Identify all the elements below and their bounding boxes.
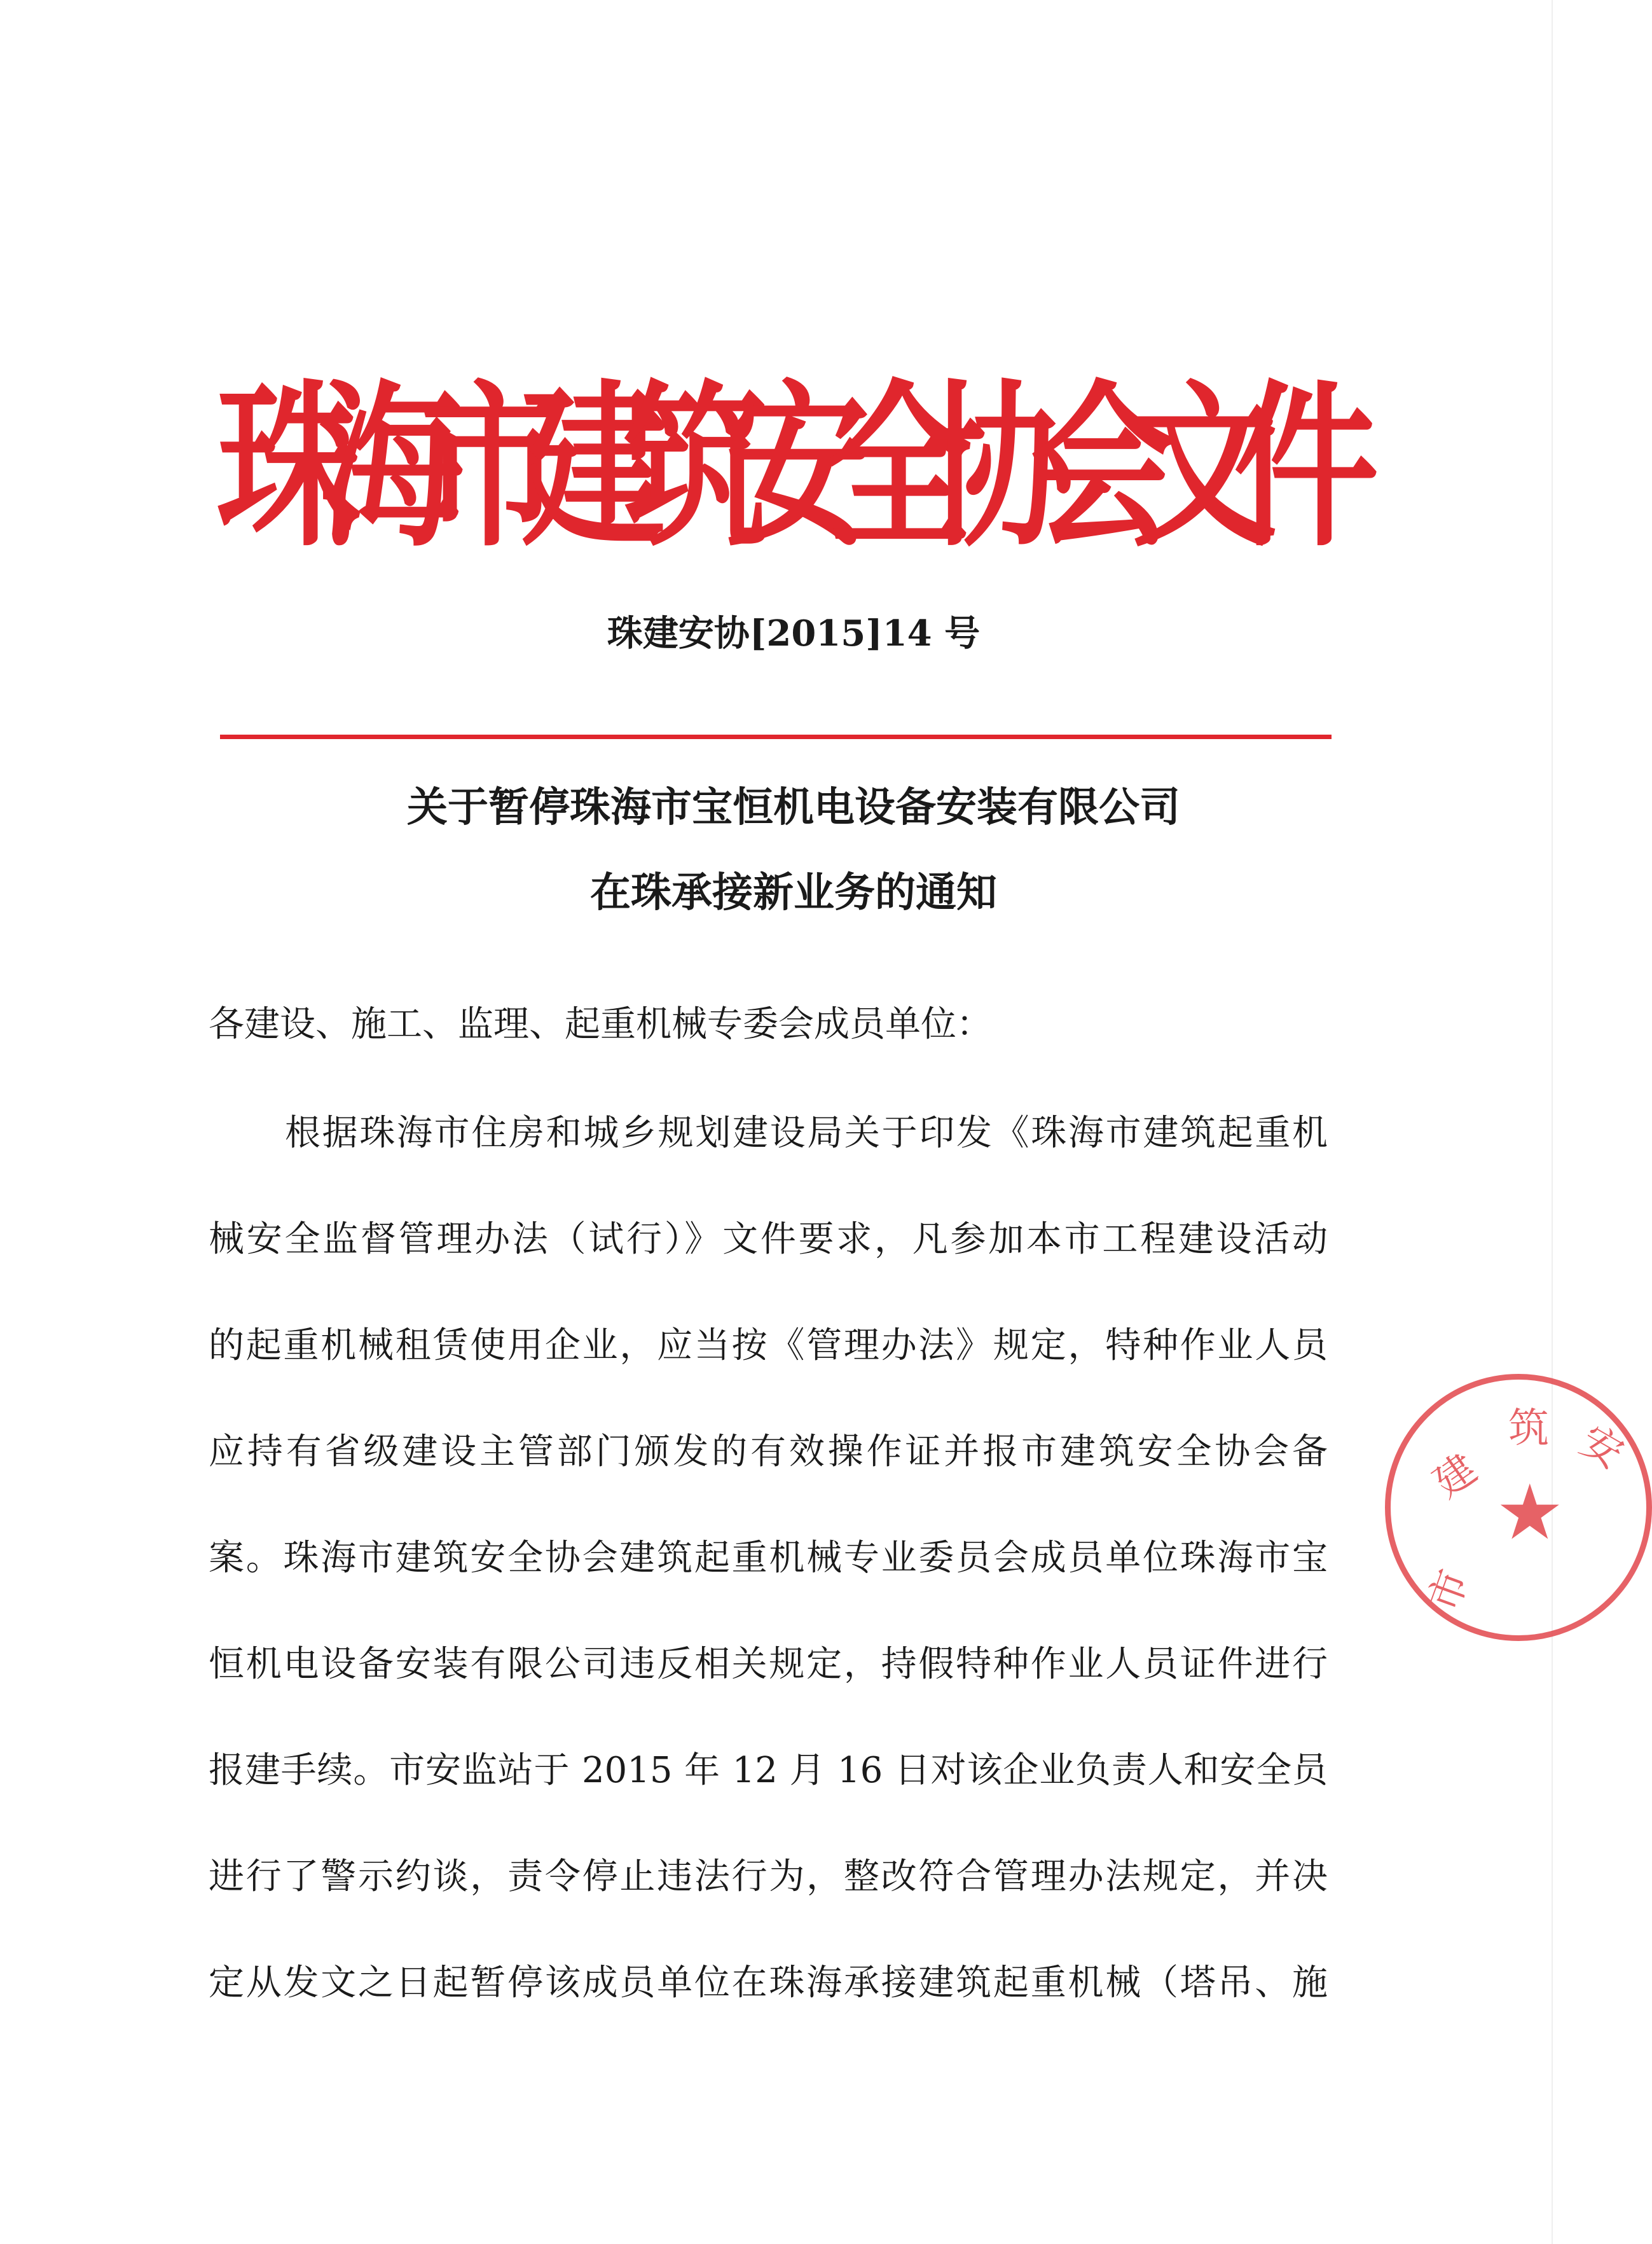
salutation: 各建设、施工、监理、起重机械专委会成员单位：: [209, 1004, 992, 1045]
body-line: 定从发文之日起暂停该成员单位在珠海承接建筑起重机械（塔吊、施: [209, 1962, 1328, 2004]
body-line: 恒机电设备安装有限公司违反相关规定，持假特种作业人员证件进行: [209, 1644, 1328, 1685]
masthead-char: 件: [1234, 364, 1379, 571]
body-line: 案。珠海市建筑安全协会建筑起重机械专业委员会成员单位珠海市宝: [209, 1537, 1328, 1579]
masthead-char: 建: [521, 364, 666, 571]
seal-char: 筑: [1508, 1405, 1549, 1452]
masthead-char: 筑: [623, 364, 768, 571]
scan-edge-line: [1552, 0, 1553, 2244]
masthead-char: 协: [928, 364, 1073, 571]
masthead-char: 海: [318, 364, 463, 571]
seal-char: 安: [1572, 1416, 1632, 1479]
official-seal: [1385, 1374, 1652, 1641]
masthead-char: 安: [725, 364, 870, 571]
body-line: 的起重机械租赁使用企业，应当按《管理办法》规定，特种作业人员: [209, 1325, 1328, 1366]
seal-star-icon: ★: [1496, 1469, 1564, 1557]
masthead-char: 全: [827, 364, 972, 571]
seal-char: 市: [1420, 1563, 1478, 1618]
body-line: 根据珠海市住房和城乡规划建设局关于印发《珠海市建筑起重机: [285, 1112, 1328, 1154]
document-number: 珠建安协[2015]14 号: [607, 613, 981, 654]
notice-title-line-2: 在珠承接新业务的通知: [590, 869, 997, 917]
masthead-char: 珠: [216, 364, 361, 571]
body-line: 械安全监督管理办法（试行）》文件要求，凡参加本市工程建设活动: [209, 1219, 1328, 1260]
body-line: 报建手续。市安监站于 2015 年 12 月 16 日对该企业负责人和安全员: [209, 1750, 1328, 1791]
masthead-char: 文: [1132, 364, 1277, 571]
body-line: 应持有省级建设主管部门颁发的有效操作证并报市建筑安全协会备: [209, 1431, 1328, 1472]
body-line: 进行了警示约谈，责令停止违法行为，整改符合管理办法规定，并决: [209, 1856, 1328, 1897]
red-divider: [220, 735, 1332, 739]
seal-char: 建: [1425, 1445, 1486, 1507]
masthead-char: 市: [420, 364, 565, 571]
masthead-char: 会: [1030, 364, 1175, 571]
masthead-title: [216, 363, 1379, 572]
notice-title-line-1: 关于暂停珠海市宝恒机电设备安装有限公司: [407, 784, 1180, 831]
